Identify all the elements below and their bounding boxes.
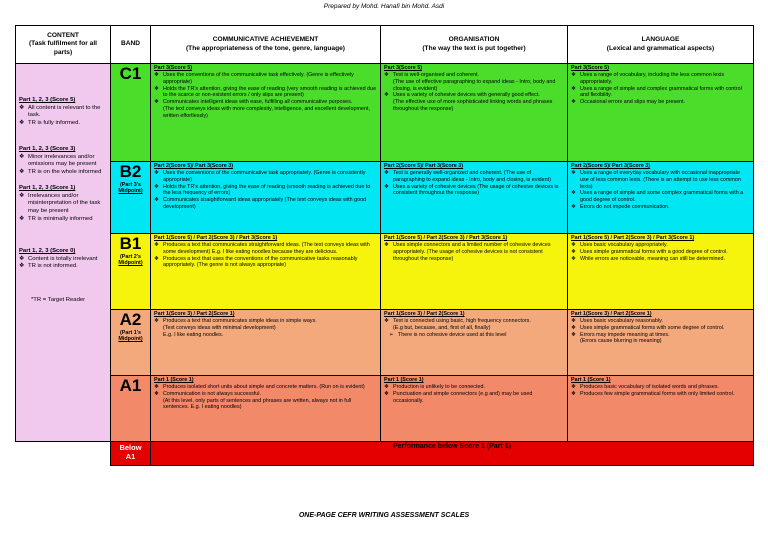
b1-language: Part 1(Score 5) / Part 2(Score 3) / Part 3(Score 1) ❖ Uses basic vocabulary appropriately. ❖ Uses simple grammatical forms with a good degree of control. ❖ While errors are noticeable, meaning can still be determined. xyxy=(568,234,754,310)
content-score5: Part 1, 2, 3 (Score 5) ❖ All content is relevant to the task. ❖ TR is fully informed. xyxy=(19,97,107,127)
list-item: ❖ Uses basic vocabulary reasonably. xyxy=(571,317,663,324)
a2-language: Part 1(Score 3) / Part 2(Score 1) ❖ Uses basic vocabulary reasonably. ❖ Uses simple grammatical forms with some degree of control. ❖ Errors may impede meaning at times. (Errors cause blurring in meaning) xyxy=(568,310,754,376)
list-item: ❖ TR is minimally informed xyxy=(19,215,93,222)
band-header: BAND xyxy=(111,26,151,64)
page-footer-title: ONE-PAGE CEFR WRITING ASSESSMENT SCALES xyxy=(298,512,470,519)
content-header: CONTENT (Task fulfilment for all parts) xyxy=(16,26,111,64)
organisation-header: ORGANISATION (The way the text is put together) xyxy=(381,26,568,64)
list-item: ❖ Text is connected using basic, high frequency connectors. xyxy=(384,317,531,324)
content-score0: Part 1, 2, 3 (Score 0) ❖ Content is totally irrelevant ❖ TR is not informed. xyxy=(19,248,107,271)
list-item: ❖ Minor irrelevances and/or omissions may be present xyxy=(19,153,97,168)
c1-communicative-achievement: Part 3(Score 5) ❖ Uses the conventions of the communicative task effectively. (Genre is effectively appropriate) ❖ Holds the TR's attention, giving the ease of reading (very smooth reading is achieved due to the scarce or non-existent errors / only slips are present) ❖ Communicates intelligent ideas with ease, fulfilling all communicative purposes. (The text conveys ideas with more complexity, intelligence, and excellent development, written effortlessly) xyxy=(151,64,381,162)
content-score3: Part 1, 2, 3 (Score 3) ❖ Minor irrelevances and/or omissions may be present ❖ TR is on the whole informed xyxy=(19,146,107,176)
c1-language: Part 3(Score 5) ❖ Uses a range of vocabulary, including the less common lexis appropriately. ❖ Uses a range of simple and complex grammatical forms with control and flexibility. ❖ Occasional errors and slips may be present. xyxy=(568,64,754,162)
a1-organisation: Part 1 (Score 1) ❖ Production is unlikely to be connected. ❖ Punctuation and simple connectors (e.g and) may be used occasionally. xyxy=(381,376,568,442)
b2-language: Part 2(Score 5)/ Part 3(Score 3) ❖ Uses a range of everyday vocabulary with occasional inappropriate use of less common lexis. (There is an attempt to use less common lexis) ❖ Uses a range of simple and some complex grammatical forms with a good degree of control. ❖ Errors do not impede communication. xyxy=(568,162,754,234)
list-item: ❖ TR is on the whole informed xyxy=(19,168,102,175)
list-item: ❖ Uses simple grammatical forms with a good degree of control. xyxy=(571,248,728,255)
credit-line: Prepared by Mohd. Hanafi bin Mohd. Asdi xyxy=(323,3,445,10)
list-item: ❖ TR is fully informed. xyxy=(19,119,81,126)
list-item: ❖ Content is totally irrelevant xyxy=(19,255,98,262)
band-b1: B1 (Part 2's Midpoint) xyxy=(111,234,151,310)
list-item: ❖ Uses a range of vocabulary, including the less common lexis appropriately. xyxy=(571,71,725,85)
list-item: ❖ Produces a text that uses the conventions of the communicative tasks reasonably appropriately. (The genre is not always appropriate) xyxy=(154,255,358,269)
language-header: LANGUAGE (Lexical and grammatical aspects) xyxy=(568,26,754,64)
list-item: ❖ Production is unlikely to be connected. xyxy=(384,383,485,390)
list-item: ❖ Holds the TR's attention, giving the ease of reading (very smooth reading is achieved due to the scarce or non-existent errors / only slips are present) xyxy=(154,85,377,99)
content-column xyxy=(16,64,111,442)
list-item: ❖ Punctuation and simple connectors (e.g and) may be used occasionally. xyxy=(384,390,533,404)
list-item: ❖ Irrelevances and/or misinterpretation of the task may be present xyxy=(19,192,101,215)
b2-communicative-achievement: Part 2(Score 5)/ Part 3(Score 3) ❖ Uses the conventions of the communicative task appropriately. (Genre is consistently appropriate) ❖ Holds the TR's attention, giving the ease of reading (smooth reading is achieved due to the less frequency of errors) ❖ Communicates straightforward ideas appropriately (The text conveys ideas with good development) xyxy=(151,162,381,234)
list-item: ❖ Text is generally well-organized and coherent. (The use of paragraphing to expand ideas - Intro, body and closing, is evident) xyxy=(384,169,551,183)
list-item: ➢ There is no cohesive device used at this level xyxy=(389,331,507,338)
list-item: ❖ Text is well-organised and coherent. xyxy=(384,71,479,78)
communicative-achievement-header: COMMUNICATIVE ACHIEVEMENT (The appropriateness of the tone, genre, language) xyxy=(151,26,381,64)
assessment-scale-table xyxy=(15,25,754,466)
a1-communicative-achievement: Part 1 (Score 1) ❖ Produces isolated short units about simple and concrete matters. (Run on is evident) ❖ Communication is not always successful. (At this level, only parts of sentences and phrases are written, always not in full sentences. E.g. I eating noodles) xyxy=(151,376,381,442)
b1-communicative-achievement: Part 1(Score 5) / Part 2(Score 3) / Part 3(Score 1) ❖ Produces a text that communicates straightforward ideas. (The text conveys ideas with some development) E.g. I like eating noodles because they are delicious. ❖ Produces a text that uses the conventions of the communicative tasks reasonably appropriately. (The genre is not always appropriate) xyxy=(151,234,381,310)
c1-organisation: Part 3(Score 5) ❖ Text is well-organised and coherent. (The use of effective paragraphing to expand ideas - Intro, body and closing, is evident) ❖ Uses a variety of cohesive devices with generally good effect. (The effective use of more sophisticated linking words and phrases throughout the response) xyxy=(381,64,568,162)
list-item: ❖ All content is relevant to the task. xyxy=(19,104,101,119)
list-item: ❖ Uses a variety of cohesive devices (The usage of cohesive devices is consistent throughout the response) xyxy=(384,183,559,197)
list-item: ❖ Uses simple connectors and a limited number of cohesive devices appropriately. (The usage of cohesive devices is not consistent throughout the response) xyxy=(384,241,551,262)
band-row-a2 xyxy=(16,310,754,376)
band-below-a1: Below A1 xyxy=(111,442,151,466)
list-item: ❖ Errors may impede meaning at times. xyxy=(571,331,670,338)
list-item: ❖ While errors are noticeable, meaning can still be determined. xyxy=(571,255,726,262)
b2-organisation: Part 2(Score 5)/ Part 3(Score 3) ❖ Text is generally well-organized and coherent. (The use of paragraphing to expand ideas - Intro, body and closing, is evident) ❖ Uses a variety of cohesive devices (The usage of cohesive devices is consistent throughout the response) xyxy=(381,162,568,234)
band-row-c1 xyxy=(16,64,754,162)
list-item: ❖ Produces a text that communicates straightforward ideas. (The text conveys ideas with some development) E.g. I like eating noodles because they are delicious. xyxy=(154,241,370,255)
band-c1: C1 xyxy=(111,64,151,162)
list-item: ❖ TR is not informed. xyxy=(19,263,78,270)
list-item: ❖ Produces few simple grammatical forms with only limited control. xyxy=(571,390,735,397)
list-item: ❖ Uses the conventions of the communicative task effectively. (Genre is effectively appropriate) xyxy=(154,71,354,85)
list-item: ❖ Communicates straightforward ideas appropriately (The text conveys ideas with good development) xyxy=(154,197,367,211)
target-reader-note: *TR = Target Reader xyxy=(31,296,86,303)
list-item: ❖ Produces a text that communicates simple ideas in simple ways. xyxy=(154,317,317,324)
list-item: ❖ Uses basic vocabulary appropriately. xyxy=(571,241,668,248)
a1-language: Part 1 (Score 1) ❖ Produces basic vocabulary of isolated words and phrases. ❖ Produces few simple grammatical forms with only limited control. xyxy=(568,376,754,442)
list-item: ❖ Uses a variety of cohesive devices with generally good effect. xyxy=(384,92,540,99)
below-a1-performance: Performance below Score 1 (Part 1) xyxy=(151,442,754,466)
b1-organisation: Part 1(Score 5) / Part 2(Score 3) / Part 3(Score 1) ❖ Uses simple connectors and a limited number of cohesive devices appropriately. (The usage of cohesive devices is not consistent throughout the response) xyxy=(381,234,568,310)
band-row-b2 xyxy=(16,162,754,234)
band-a1: A1 xyxy=(111,376,151,442)
list-item: ❖ Produces basic vocabulary of isolated words and phrases. xyxy=(571,383,720,390)
list-item: ❖ Uses a range of everyday vocabulary with occasional inappropriate use of less common lexis. (There is an attempt to use less common lexis) xyxy=(571,169,741,190)
list-item: ❖ Produces isolated short units about simple and concrete matters. (Run on is evident) xyxy=(154,383,365,390)
header-row xyxy=(16,26,754,64)
list-item: ❖ Occasional errors and slips may be present. xyxy=(571,99,686,106)
list-item: ❖ Uses a range of simple and complex grammatical forms with control and flexibility. xyxy=(571,85,742,99)
band-row-below-a1 xyxy=(16,442,754,466)
band-b2: B2 (Part 3's Midpoint) xyxy=(111,162,151,234)
band-a2: A2 (Part 1's Midpoint) xyxy=(111,310,151,376)
list-item: ❖ Communication is not always successful. xyxy=(154,390,261,397)
list-item: ❖ Uses simple grammatical forms with some degree of control. xyxy=(571,324,725,331)
list-item: ❖ Uses the conventions of the communicative task appropriately. (Genre is consistently appropriate) xyxy=(154,169,366,183)
band-row-a1 xyxy=(16,376,754,442)
list-item: ❖ Errors do not impede communication. xyxy=(571,204,670,211)
content-score1: Part 1, 2, 3 (Score 1) ❖ Irrelevances and/or misinterpretation of the task may be present ❖ TR is minimally informed xyxy=(19,185,107,223)
list-item: ❖ Communicates intelligent ideas with ease, fulfilling all communicative purposes. xyxy=(154,99,353,106)
a2-organisation: Part 1(Score 3) / Part 2(Score 1) ❖ Text is connected using basic, high frequency connectors. (E.g but, because, and, first of all, finally) ➢ There is no cohesive device used at this level xyxy=(381,310,568,376)
a2-communicative-achievement: Part 1(Score 3) / Part 2(Score 1) ❖ Produces a text that communicates simple ideas in simple ways. (Text conveys ideas with minimal development) E.g. I like eating noodles. xyxy=(151,310,381,376)
list-item: ❖ Holds the TR's attention, giving the ease of reading (smooth reading is achieved due to the less frequency of errors) xyxy=(154,183,371,197)
band-row-b1 xyxy=(16,234,754,310)
list-item: ❖ Uses a range of simple and some complex grammatical forms with a good degree of control. xyxy=(571,190,744,204)
